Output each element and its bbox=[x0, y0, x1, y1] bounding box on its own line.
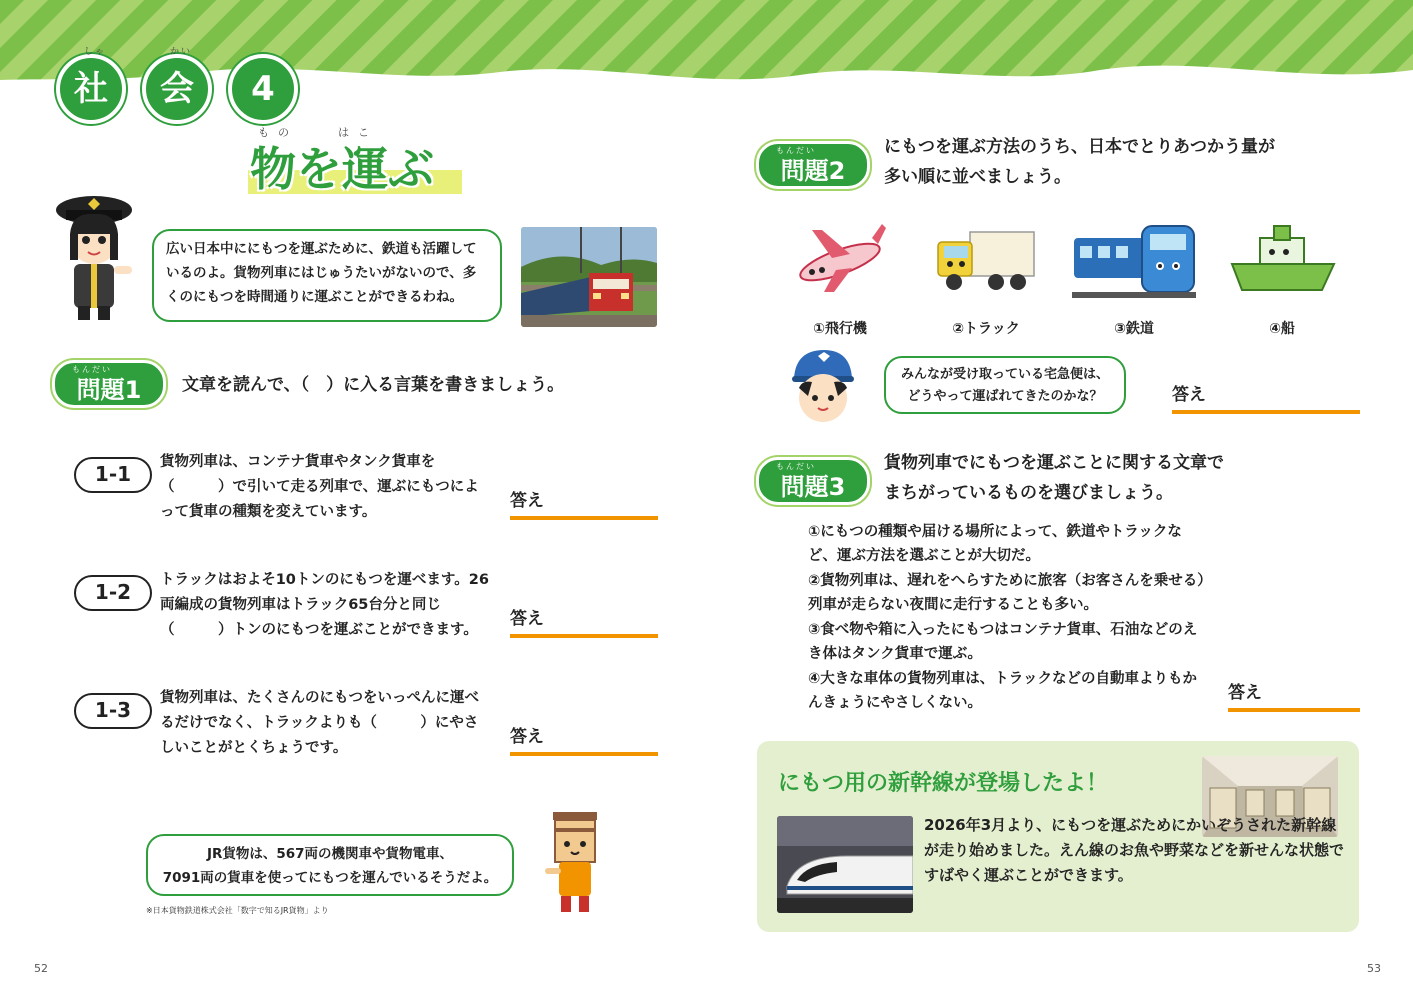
freight-train-photo bbox=[521, 227, 657, 327]
subject-char: 社 bbox=[56, 54, 126, 124]
q1-badge-ruby: もんだい bbox=[72, 365, 112, 374]
fact-speech-bubble bbox=[146, 834, 514, 896]
subject-circle-3 bbox=[228, 44, 298, 124]
airplane-icon bbox=[792, 222, 888, 294]
unit-number: 4 bbox=[228, 54, 298, 124]
q1-3-text: 貨物列車は、たくさんのにもつをいっぺんに運べるだけでなく、トラックよりも（ ）にやさしいことがとくちょうです。 bbox=[160, 690, 479, 756]
page-number-left: 52 bbox=[34, 962, 48, 975]
shinkansen-heading: にもつ用の新幹線が登場したよ！ bbox=[778, 771, 1109, 796]
option-airplane: ①飛行機 bbox=[813, 321, 867, 337]
q2-question-line-1: にもつを運ぶ方法のうち、日本でとりあつかう量が bbox=[884, 137, 1275, 157]
page-title: 物を運ぶ bbox=[250, 142, 434, 196]
option-ship: ④船 bbox=[1269, 321, 1295, 337]
box-character-illustration bbox=[545, 810, 605, 914]
source-note: ※日本貨物鉄道株式会社「数字で知るJR貨物」より bbox=[146, 906, 329, 915]
q2-answer-label: 答え bbox=[1172, 385, 1206, 405]
q3-answer-label: 答え bbox=[1228, 683, 1262, 703]
q1-3-answer-label: 答え bbox=[510, 727, 544, 747]
q3-choice-4: ④大きな車体の貨物列車は、トラックなどの自動車よりもかんきょうにやさしくない。 bbox=[808, 671, 1197, 711]
q1-2-answer-line[interactable] bbox=[510, 634, 658, 638]
q1-1-answer-label: 答え bbox=[510, 491, 544, 511]
q3-choice-2: ②貨物列車は、遅れをへらすために旅客（お客さんを乗せる）列車が走らない夜間に走行することも多い。 bbox=[808, 573, 1205, 613]
q3-question-line-2: まちがっているものを選びましょう。 bbox=[884, 483, 1173, 503]
q1-1-number: 1-1 bbox=[74, 457, 152, 493]
q1-3-number: 1-3 bbox=[74, 693, 152, 729]
q1-badge-label: 問題1 bbox=[52, 360, 166, 408]
option-truck: ②トラック bbox=[952, 321, 1020, 337]
ship-icon bbox=[1230, 224, 1336, 296]
q1-2-number: 1-2 bbox=[74, 575, 152, 611]
q2-answer-line[interactable] bbox=[1172, 410, 1360, 414]
subject-ruby: かい bbox=[169, 47, 192, 57]
q1-instruction: 文章を読んで、（ ）に入る言葉を書きましょう。 bbox=[182, 375, 565, 395]
fact-line-1: JR貨物は、567両の機関車や貨物電車、 bbox=[206, 846, 454, 862]
intro-bubble-text: 広い日本中ににもつを運ぶために、鉄道も活躍しているのよ。貨物列車にはじゅうたいがないので、多くのにもつを時間通りに運ぶことができるわね。 bbox=[166, 241, 477, 305]
q3-answer-line[interactable] bbox=[1228, 708, 1360, 712]
q2-question bbox=[884, 132, 1275, 192]
option-railway: ③鉄道 bbox=[1114, 321, 1154, 337]
train-icon bbox=[1072, 222, 1196, 300]
q3-choice-3: ③食べ物や箱に入ったにもつはコンテナ貨車、石油などのえき体はタンク貨車で運ぶ。 bbox=[808, 622, 1198, 662]
title-ruby: もの はこ bbox=[258, 126, 378, 139]
q3-choice-1: ①にもつの種類や届ける場所によって、鉄道やトラックなど、運ぶ方法を選ぶことが大切だ。 bbox=[808, 524, 1182, 564]
shinkansen-photo bbox=[777, 816, 913, 913]
q2-hint-text: みんなが受け取っている宅急便は、どうやって運ばれてきたのかな？ bbox=[900, 367, 1109, 404]
q2-badge-ruby: もんだい bbox=[776, 146, 816, 155]
q1-2-answer-label: 答え bbox=[510, 609, 544, 629]
conductor-character-illustration bbox=[52, 190, 136, 320]
q3-badge bbox=[756, 457, 870, 505]
q1-2-text: トラックはおよそ10トンのにもつを運べます。26両編成の貨物列車はトラック65台分と同じ（ ）トンのにもつを運ぶことができます。 bbox=[160, 572, 489, 638]
q1-3-answer-line[interactable] bbox=[510, 752, 658, 756]
q3-question bbox=[884, 448, 1224, 508]
q3-question-line-1: 貨物列車でにもつを運ぶことに関する文章で bbox=[884, 453, 1224, 473]
q2-badge bbox=[756, 141, 870, 189]
subject-char: 会 bbox=[142, 54, 212, 124]
subject-circle-1 bbox=[56, 44, 126, 124]
page-number-right: 53 bbox=[1367, 962, 1381, 975]
shinkansen-body: 2026年3月より、にもつを運ぶためにかいぞうされた新幹線が走り始めました。えん線のお魚や野菜などを新せんな状態ですばやく運ぶことができます。 bbox=[924, 816, 1345, 884]
intro-speech-bubble bbox=[152, 229, 502, 322]
q3-badge-ruby: もんだい bbox=[776, 462, 816, 471]
q2-question-line-2: 多い順に並べましょう。 bbox=[884, 167, 1071, 187]
truck-icon bbox=[936, 228, 1036, 292]
helmet-character-illustration bbox=[788, 346, 858, 426]
subject-circle-2 bbox=[142, 44, 212, 124]
fact-line-2: 7091両の貨車を使ってにもつを運んでいるそうだよ。 bbox=[162, 870, 498, 886]
q1-1-text: 貨物列車は、コンテナ貨車やタンク貨車を（ ）で引いて走る列車で、運ぶにもつによって貨車の種類を変えています。 bbox=[160, 454, 479, 520]
subject-ruby: しゃ bbox=[83, 47, 106, 57]
q3-badge-label: 問題3 bbox=[756, 457, 870, 505]
q2-hint-bubble bbox=[884, 356, 1126, 414]
q2-badge-label: 問題2 bbox=[756, 141, 870, 189]
q1-1-answer-line[interactable] bbox=[510, 516, 658, 520]
q1-badge bbox=[52, 360, 166, 408]
